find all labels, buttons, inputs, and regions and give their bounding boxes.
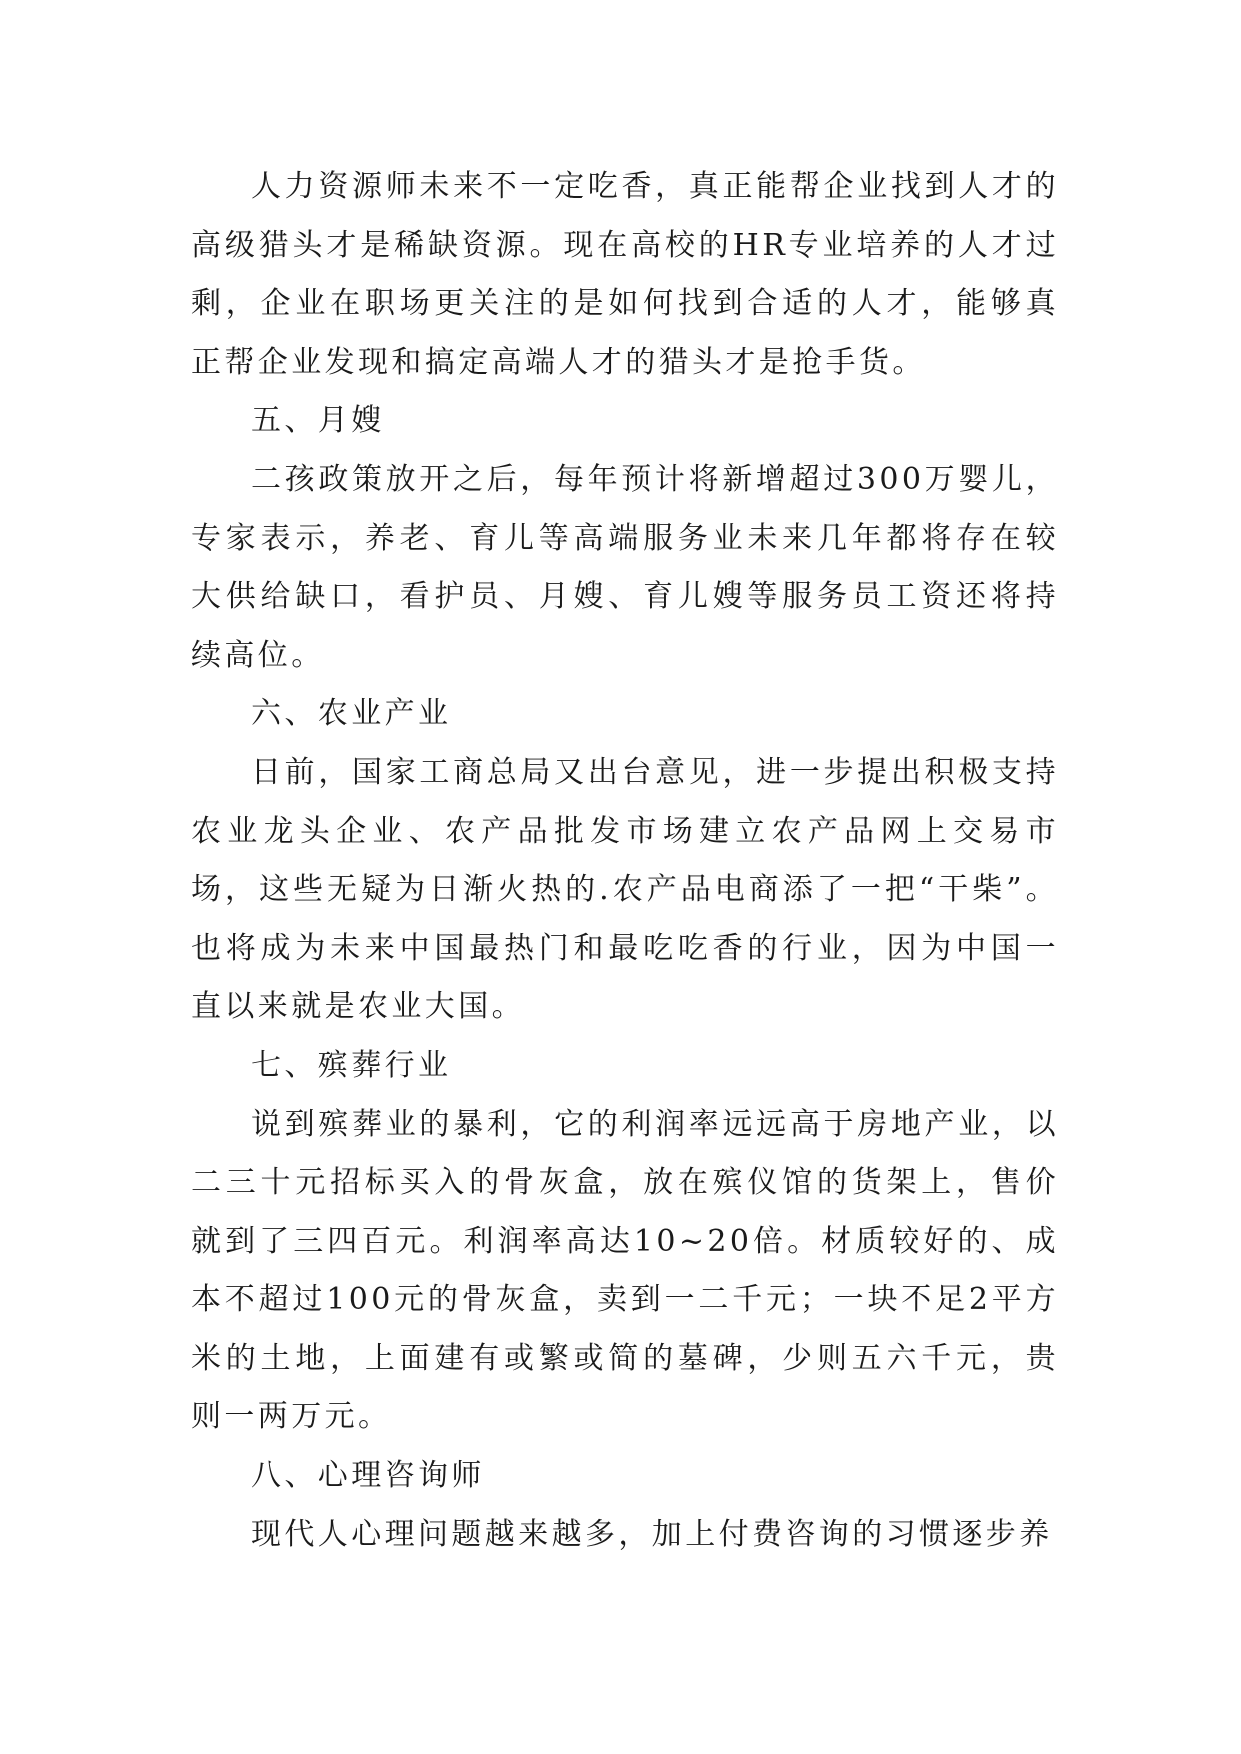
paragraph-funeral: 说到殡葬业的暴利，它的利润率远远高于房地产业，以二三十元招标买入的骨灰盒，放在殡仪馆的货架上，售价就到了三四百元。利润率高达10~20倍。材质较好的、成本不超过100元的骨灰盒，卖到一二千元；一块不足2平方米的土地，上面建有或繁或简的墓碑，少则五六千元，贵则一两万元。 bbox=[191, 1106, 1059, 1435]
paragraph-counselor: 现代人心理问题越来越多，加上付费咨询的习惯逐步养 bbox=[251, 1516, 1053, 1552]
section-heading-counselor: 八、心理咨询师 bbox=[251, 1458, 485, 1494]
section-heading-agriculture: 六、农业产业 bbox=[251, 696, 452, 732]
section-heading-yuesao: 五、月嫂 bbox=[251, 403, 385, 439]
paragraph-agriculture: 日前，国家工商总局又出台意见，进一步提出积极支持农业龙头企业、农产品批发市场建立农产品网上交易市场，这些无疑为日渐火热的.农产品电商添了一把“干柴”。也将成为未来中国最热门和最吃吃香的行业，因为中国一直以来就是农业大国。 bbox=[191, 754, 1059, 1025]
section-heading-funeral: 七、殡葬行业 bbox=[251, 1047, 452, 1083]
paragraph-yuesao: 二孩政策放开之后，每年预计将新增超过300万婴儿，专家表示，养老、育儿等高端服务业未来几年都将存在较大供给缺口，看护员、月嫂、育儿嫂等服务员工资还将持续高位。 bbox=[191, 461, 1059, 673]
document-body bbox=[191, 158, 1059, 1564]
paragraph-hr-headhunter: 人力资源师未来不一定吃香，真正能帮企业找到人才的高级猎头才是稀缺资源。现在高校的HR专业培养的人才过剩，企业在职场更关注的是如何找到合适的人才，能够真正帮企业发现和搞定高端人才的猎头才是抢手货。 bbox=[191, 169, 1059, 380]
